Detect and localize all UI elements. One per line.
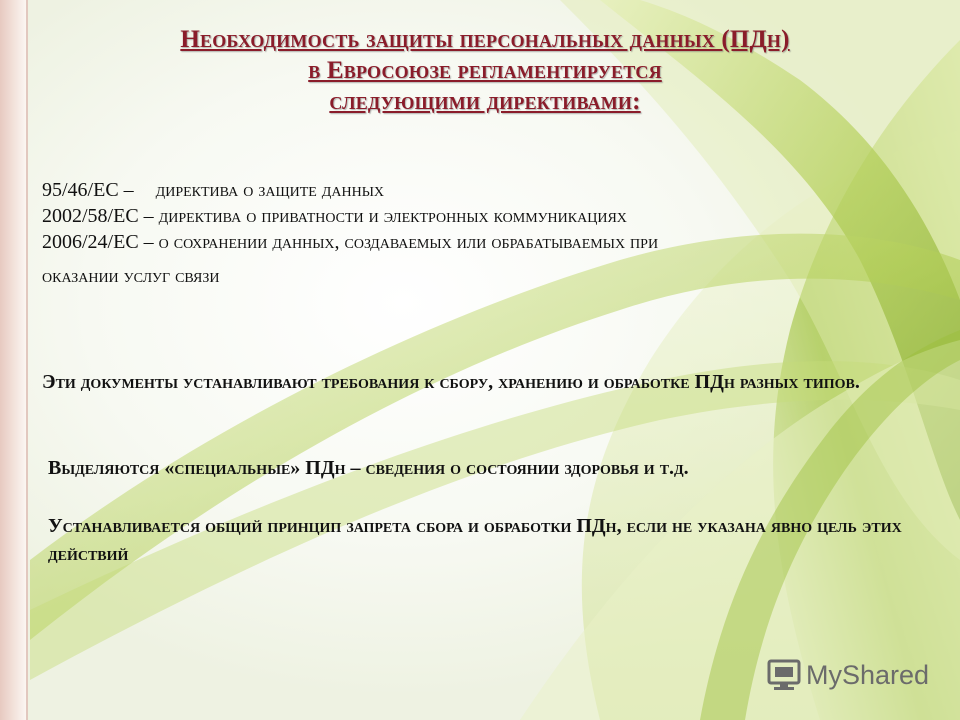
- title-line-1: Необходимость защиты персональных данных (ПДн): [180, 26, 790, 53]
- directive-text: директива о приватности и электронных коммуникациях: [158, 205, 627, 227]
- title-line-2: в Евросоюзе регламентируется: [308, 57, 662, 84]
- directive-code: 95/46/EC –: [42, 179, 134, 201]
- directive-row: [42, 177, 922, 203]
- directive-text: о сохранении данных, создаваемых или обрабатываемых при: [158, 231, 659, 253]
- directive-list: [42, 177, 922, 289]
- paragraph-requirements: Эти документы устанавливают требования к сбору, хранению и обработке ПДн разных типов.: [42, 371, 860, 393]
- myshared-logo-icon: [766, 657, 802, 693]
- watermark-brand: MyShared: [806, 659, 930, 690]
- directive-code: 2002/58/EC –: [42, 205, 154, 227]
- directive-text: директива о защите данных: [155, 179, 385, 201]
- directive-code: 2006/24/EC –: [42, 231, 154, 253]
- directive-row: [42, 203, 922, 229]
- paragraph-prohibition-principle: Устанавливается общий принцип запрета сбора и обработки ПДн, если не указана явно цель этих действий: [48, 515, 902, 565]
- directive-row: [42, 229, 922, 255]
- directive-continuation: оказании услуг связи: [42, 265, 220, 287]
- left-frame-line: [26, 0, 28, 720]
- myshared-watermark: [766, 655, 929, 695]
- title-line-3: следующими директивами:: [329, 88, 641, 115]
- left-frame-border: [0, 0, 26, 720]
- slide-title: [60, 24, 910, 117]
- paragraph-special-data: Выделяются «специальные» ПДн – сведения о состоянии здоровья и т.д.: [48, 457, 689, 479]
